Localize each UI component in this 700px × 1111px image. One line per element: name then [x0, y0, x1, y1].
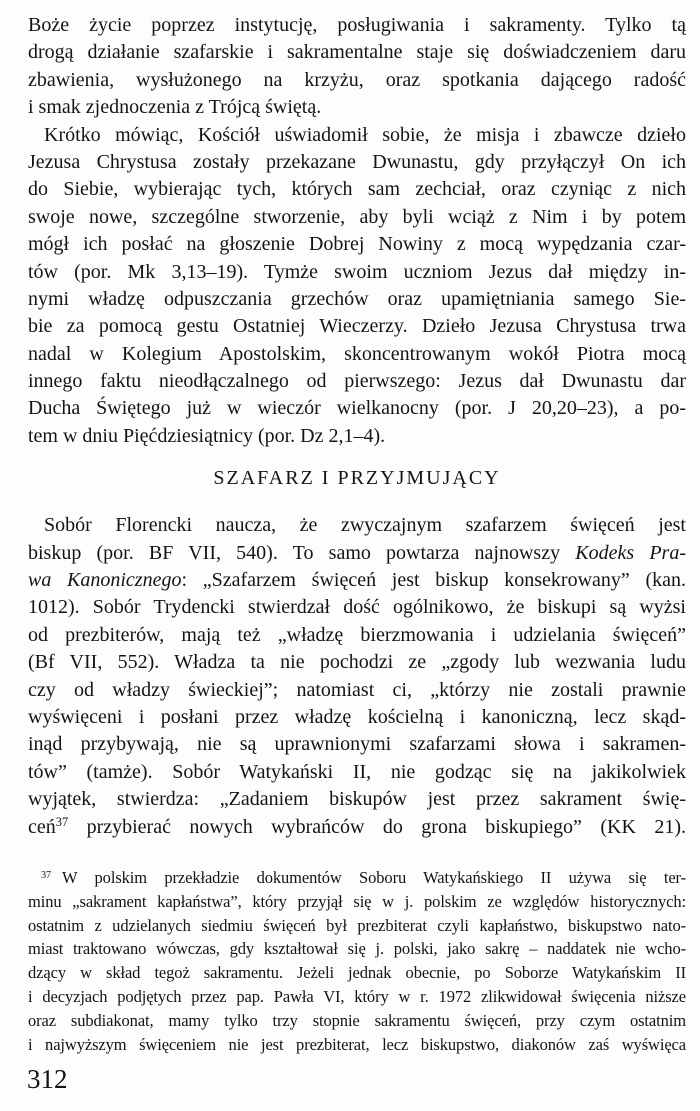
text-segment: Boże życie poprzez instytucję, posługiwania i sakramenty. Tylko tą	[28, 14, 686, 36]
text-segment: W polskim przekładzie dokumentów Soboru Watykańskiego II używa się ter-	[62, 867, 686, 887]
section-heading: SZAFARZ I PRZYJMUJĄCY	[213, 467, 501, 490]
text-line	[28, 704, 686, 731]
text-line	[28, 176, 686, 203]
text-segment: Ducha Świętego już w wieczór wielkanocny (por. J 20,20–23), a po-	[28, 397, 686, 420]
text-segment: wyjątek, stwierdza: „Zadaniem biskupów jest przez sakrament świę-	[28, 788, 686, 811]
footnote-line	[28, 937, 686, 961]
text-segment: : „Szafarzem święceń jest biskup konsekrowany” (kan.	[181, 569, 686, 592]
text-segment: i decyzjach podjętych przez pap. Pawła VI, który w r. 1972 zlikwidował święcenia niższe	[28, 986, 686, 1006]
footnote-line	[28, 1009, 686, 1033]
text-line	[28, 512, 686, 539]
text-line	[28, 231, 686, 258]
text-line	[28, 286, 686, 313]
text-segment: i smak zjednoczenia z Trójcą świętą.	[28, 96, 322, 119]
text-line	[28, 94, 686, 121]
text-segment: Sobór Florencki naucza, że zwyczajnym szafarzem święceń jest	[44, 514, 686, 537]
text-segment: wyświęceni i posłani przez władzę kościelną i kanoniczną, lecz skąd-	[28, 705, 686, 728]
footnote-line	[28, 866, 686, 890]
text-line	[28, 67, 686, 94]
text-segment: biskup (por. BF VII, 540). To samo powtarza najnowszy	[28, 541, 576, 564]
paragraph-2	[28, 122, 686, 451]
footnote-line	[28, 890, 686, 914]
footnote-reference: 37	[55, 815, 69, 830]
text-segment: drogą działanie szafarskie i sakramentalne staje się doświadczeniem daru	[28, 41, 686, 64]
footnote-line	[28, 961, 686, 985]
page-number: 312	[27, 1064, 68, 1094]
text-line	[28, 12, 686, 39]
text-line	[28, 204, 686, 231]
text-segment: i najwyższym święceniem nie jest prezbiterat, lecz biskupstwo, diakonów zaś wyświęca	[28, 1034, 686, 1054]
text-line	[28, 259, 686, 286]
text-segment: tów” (tamże). Sobór Watykański II, nie godząc się na jakikolwiek	[28, 760, 686, 783]
footnote-reference: 37	[41, 869, 52, 881]
footnote-line	[28, 1033, 686, 1057]
text-segment: tów (por. Mk 3,13–19). Tymże swoim uczniom Jezus dał między in-	[28, 260, 686, 283]
text-segment: nymi władzę odpuszczania grzechów oraz upamiętniania samego Sie-	[28, 287, 686, 310]
footnote-37	[28, 866, 686, 1056]
main-text-block	[28, 12, 686, 1056]
text-segment: bie za pomocą gestu Ostatniej Wieczerzy. Dzieło Jezusa Chrystusa trwa	[28, 315, 686, 338]
text-line	[28, 567, 686, 594]
text-segment: minu „sakrament kapłaństwa”, który przyjął się w j. polskim ze względów historycznych:	[28, 891, 686, 911]
text-line	[28, 649, 686, 676]
text-segment: przybierać nowych wybrańców do grona biskupiego” (KK 21).	[68, 815, 686, 838]
text-line	[28, 594, 686, 621]
text-segment: ceń	[28, 815, 56, 838]
text-segment: nadal w Kolegium Apostolskim, skoncentrowanym wokół Piotra mocą	[28, 342, 686, 365]
text-segment: innego faktu nieodłączalnego od pierwszego: Jezus dał Dwunastu dar	[28, 370, 686, 393]
text-segment: tem w dniu Pięćdziesiątnicy (por. Dz 2,1–4).	[28, 424, 386, 447]
text-line	[28, 149, 686, 176]
text-line	[28, 786, 686, 813]
text-line	[28, 395, 686, 422]
text-line	[28, 423, 686, 450]
text-line	[28, 122, 686, 149]
text-segment: czy od władzy świeckiej”; natomiast ci, „którzy nie zostali prawnie	[28, 678, 686, 701]
text-line	[28, 814, 686, 841]
text-segment: miast traktowano wówczas, gdy kształtował się j. polski, jako sakrę – naddatek nie wcho-	[28, 939, 686, 959]
paragraph-3	[28, 512, 686, 841]
text-segment: zbawienia, wysłużonego na krzyżu, oraz spotkania dającego radość	[28, 68, 686, 91]
text-segment: 1012). Sobór Trydencki stwierdzał dość ogólnikowo, że biskupi są wyżsi	[28, 596, 686, 619]
footnote-line	[28, 914, 686, 938]
text-line	[28, 540, 686, 567]
text-segment: inąd przybywają, nie są uprawnionymi szafarzami słowa i sakramen-	[28, 733, 686, 756]
paragraph-1	[28, 12, 686, 122]
text-segment: (Bf VII, 552). Władza ta nie pochodzi ze „zgody lub wezwania ludu	[28, 651, 686, 674]
text-segment: Krótko mówiąc, Kościół uświadomił sobie, że misja i zbawcze dzieło	[44, 123, 686, 146]
text-line	[28, 39, 686, 66]
text-line	[28, 368, 686, 395]
text-line	[28, 759, 686, 786]
text-line	[28, 622, 686, 649]
text-line	[28, 313, 686, 340]
text-segment: Jezusa Chrystusa zostały przekazane Dwunastu, gdy przyłączył On ich	[28, 150, 686, 173]
text-segment: ostatnim z udzielanych siedmiu święceń był prezbiterat czyli kapłaństwo, biskupstwo nato-	[28, 915, 686, 935]
text-segment: wa Kanonicznego	[28, 569, 182, 592]
footnote-line	[28, 985, 686, 1009]
text-segment: od prezbiterów, mają też „władzę bierzmowania i udzielania święceń”	[28, 623, 686, 646]
text-line	[28, 341, 686, 368]
text-segment: Kodeks Pra-	[575, 541, 686, 564]
text-segment: oraz subdiakonat, mamy tylko trzy stopnie sakramentu święceń, przy czym ostatnim	[28, 1010, 686, 1030]
text-segment: mógł ich posłać na głoszenie Dobrej Nowiny z mocą wypędzania czar-	[28, 233, 686, 256]
text-line	[28, 731, 686, 758]
text-segment: swoje nowe, szczególne stworzenie, aby byli wciąż z Nim i by potem	[28, 205, 686, 228]
text-segment: do Siebie, wybierając tych, których sam zechciał, oraz czyniąc z nich	[28, 178, 686, 201]
text-segment: dzący w skład tegoż sakramentu. Jeżeli jednak obecnie, po Soborze Watykańskim II	[28, 963, 686, 983]
text-line	[28, 677, 686, 704]
